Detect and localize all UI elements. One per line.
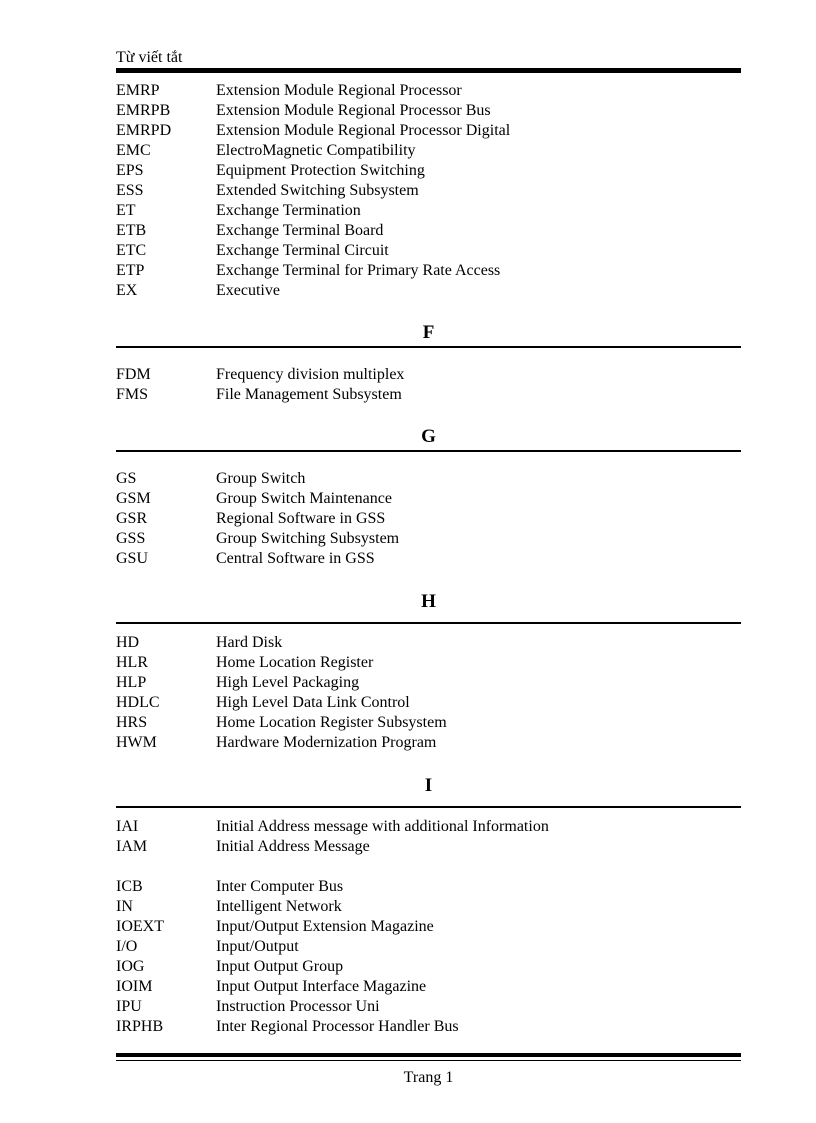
abbr: HLP — [116, 674, 147, 691]
abbr: ET — [116, 202, 136, 219]
section-rule — [116, 806, 741, 808]
page-number: Trang 1 — [403, 1069, 454, 1086]
definition: Hardware Modernization Program — [216, 734, 437, 751]
definition: Home Location Register — [216, 654, 374, 671]
abbr: EMRPD — [116, 122, 172, 139]
abbr: GSR — [116, 510, 148, 527]
definition: Exchange Terminal Board — [216, 222, 384, 239]
abbr: IPU — [116, 998, 142, 1015]
definition: Central Software in GSS — [216, 550, 375, 567]
abbr: ETC — [116, 242, 147, 259]
abbr: I/O — [116, 938, 138, 955]
section-heading-g: G — [421, 426, 436, 447]
abbr: IRPHB — [116, 1018, 164, 1035]
definition: Executive — [216, 282, 280, 299]
definition: Equipment Protection Switching — [216, 162, 425, 179]
abbr: GSM — [116, 490, 151, 507]
abbr: GSS — [116, 530, 146, 547]
section-rule — [116, 346, 741, 348]
abbr: HLR — [116, 654, 148, 671]
abbr: FMS — [116, 386, 149, 403]
abbr: EPS — [116, 162, 144, 179]
section-heading-i: I — [424, 775, 433, 796]
abbr: EMC — [116, 142, 151, 159]
abbr: IOIM — [116, 978, 153, 995]
abbr: IN — [116, 898, 133, 915]
section-rule — [116, 450, 741, 452]
definition: Input/Output Extension Magazine — [216, 918, 434, 935]
definition: Exchange Terminal for Primary Rate Access — [216, 262, 501, 279]
definition: Extension Module Regional Processor Digital — [216, 122, 511, 139]
abbr: HDLC — [116, 694, 160, 711]
definition: Instruction Processor Uni — [216, 998, 380, 1015]
abbr: IAI — [116, 818, 139, 835]
footer-rule — [116, 1053, 741, 1057]
definition: Extended Switching Subsystem — [216, 182, 419, 199]
definition: Group Switch — [216, 470, 306, 487]
definition: Exchange Termination — [216, 202, 361, 219]
abbr: HRS — [116, 714, 148, 731]
abbr: EMRP — [116, 82, 160, 99]
header-rule — [116, 68, 741, 73]
definition: Hard Disk — [216, 634, 283, 651]
abbr: ESS — [116, 182, 144, 199]
abbr: FDM — [116, 366, 151, 383]
abbr: HD — [116, 634, 140, 651]
abbr: HWM — [116, 734, 157, 751]
abbr: ETP — [116, 262, 145, 279]
definition: Inter Regional Processor Handler Bus — [216, 1018, 459, 1035]
definition: Intelligent Network — [216, 898, 342, 915]
footer-rule-thin — [116, 1060, 741, 1061]
definition: Group Switching Subsystem — [216, 530, 400, 547]
abbr: EMRPB — [116, 102, 171, 119]
abbr: ETB — [116, 222, 147, 239]
definition: Input Output Interface Magazine — [216, 978, 427, 995]
definition: Group Switch Maintenance — [216, 490, 392, 507]
definition: Exchange Terminal Circuit — [216, 242, 389, 259]
abbr: IOEXT — [116, 918, 164, 935]
abbr: IOG — [116, 958, 145, 975]
abbr: GS — [116, 470, 137, 487]
definition: Input Output Group — [216, 958, 344, 975]
definition: Extension Module Regional Processor — [216, 82, 462, 99]
section-heading-f: F — [422, 322, 435, 343]
definition: ElectroMagnetic Compatibility — [216, 142, 416, 159]
abbr: GSU — [116, 550, 149, 567]
definition: High Level Data Link Control — [216, 694, 410, 711]
definition: Initial Address Message — [216, 838, 370, 855]
definition: File Management Subsystem — [216, 386, 402, 403]
abbr: ICB — [116, 878, 143, 895]
section-heading-h: H — [421, 591, 436, 612]
abbr: IAM — [116, 838, 148, 855]
page-header-title: Từ viết tắt — [116, 49, 183, 66]
definition: Regional Software in GSS — [216, 510, 386, 527]
definition: Home Location Register Subsystem — [216, 714, 447, 731]
definition: Inter Computer Bus — [216, 878, 344, 895]
definition: Frequency division multiplex — [216, 366, 405, 383]
abbr: EX — [116, 282, 138, 299]
definition: Initial Address message with additional Information — [216, 818, 549, 835]
definition: High Level Packaging — [216, 674, 360, 691]
definition: Extension Module Regional Processor Bus — [216, 102, 491, 119]
definition: Input/Output — [216, 938, 299, 955]
section-rule — [116, 622, 741, 624]
